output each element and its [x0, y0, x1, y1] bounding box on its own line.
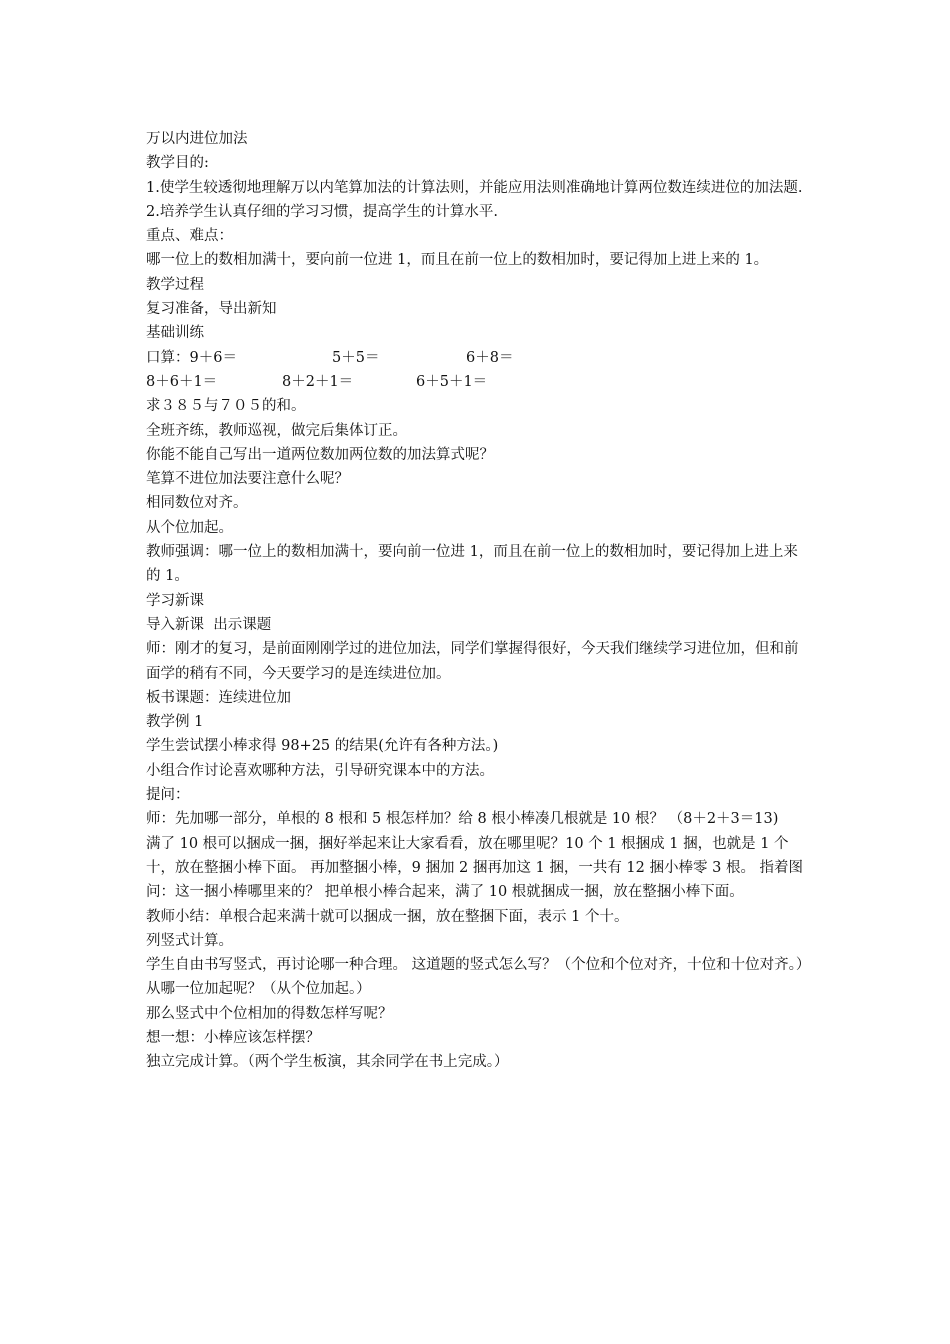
teacher-emphasis: 教师强调：哪一位上的数相加满十，要向前一位进 1，而且在前一位上的数相加时，要记得加上进上来的 1。 — [146, 544, 798, 585]
teacher-intro: 师：刚才的复习，是前面刚刚学过的进位加法，同学们掌握得很好，今天我们继续学习进位加，但和前面学的稍有不同，今天要学习的是连续进位加。 — [146, 641, 799, 682]
start-where: 从哪一位加起呢？（从个位加起。） — [146, 981, 371, 998]
oral-calc-row-2 — [146, 370, 810, 394]
answer-align: 相同数位对齐。 — [146, 495, 248, 512]
example-heading: 教学例 1 — [146, 714, 204, 731]
oral-item — [146, 346, 332, 370]
ask-heading: 提问： — [146, 787, 190, 804]
oral-expr: 9＋6＝ — [189, 349, 237, 366]
objective-1: 1.使学生较透彻地理解万以内笔算加法的计算法则，并能应用法则准确地计算两位数连续进位的加法题. — [146, 179, 803, 196]
question-write: 你能不能自己写出一道两位数加两位数的加法算式呢？ — [146, 446, 494, 463]
question-attention: 笔算不进位加法要注意什么呢？ — [146, 471, 349, 488]
sum-question: 求３８５与７０５的和。 — [146, 398, 306, 415]
intro-heading: 导入新课 出示课题 — [146, 616, 272, 633]
independent: 独立完成计算。（两个学生板演，其余同学在书上完成。） — [146, 1054, 509, 1071]
process-heading: 教学过程 — [146, 276, 204, 293]
oral-calc-row-1 — [146, 346, 810, 370]
free-write: 学生自由书写竖式，再讨论哪一种合理。 这道题的竖式怎么写？（个位和个位对齐，十位和十位对齐。） — [146, 957, 811, 974]
bundle-text: 满了 10 根可以捆成一捆，捆好举起来让大家看看，放在哪里呢？10 个 1 根捆成 1 捆，也就是 1 个十，放在整捆小棒下面。 再加整捆小棒，9 捆加 2 捆再加这 1 捆，一共有 12 捆小棒零 3 根。 指着图问：这一捆小棒哪里来的？ 把单根小棒合起来，满了 10 根就捆成一捆，放在整捆小棒下面。 — [146, 835, 804, 901]
key-points-heading: 重点、难点： — [146, 228, 233, 245]
teacher-question: 师：先加哪一部分，单根的 8 根和 5 根怎样加？给 8 根小棒凑几根就是 10 根？ （8＋2＋3＝13) — [146, 811, 779, 828]
oral-label: 口算： — [146, 349, 190, 366]
oral-expr: 8＋2＋1＝ — [282, 373, 354, 390]
class-practice: 全班齐练，教师巡视，做完后集体订正。 — [146, 422, 407, 439]
basic-training: 基础训练 — [146, 325, 204, 342]
teacher-summary: 教师小结：单根合起来满十就可以捆成一捆，放在整捆下面，表示 1 个十。 — [146, 908, 629, 925]
group-discuss: 小组合作讨论喜欢哪种方法，引导研究课本中的方法。 — [146, 762, 494, 779]
oral-expr: 6＋5＋1＝ — [416, 373, 488, 390]
how-write: 那么竖式中个位相加的得数怎样写呢？ — [146, 1005, 393, 1022]
key-points-text: 哪一位上的数相加满十，要向前一位进 1，而且在前一位上的数相加时，要记得加上进上来的 1。 — [146, 252, 769, 269]
think: 想一想：小棒应该怎样摆？ — [146, 1029, 320, 1046]
doc-title: 万以内进位加法 — [146, 131, 248, 147]
answer-ones: 从个位加起。 — [146, 519, 233, 536]
oral-expr: 8＋6＋1＝ — [146, 373, 218, 390]
new-lesson-heading: 学习新课 — [146, 592, 204, 609]
objective-heading: 教学目的: — [146, 155, 209, 172]
oral-expr: 5＋5＝ — [332, 349, 380, 366]
oral-expr: 6＋8＝ — [466, 349, 514, 366]
objective-2: 2.培养学生认真仔细的学习习惯，提高学生的计算水平. — [146, 203, 498, 220]
board-title: 板书课题：连续进位加 — [146, 689, 291, 706]
try-sticks: 学生尝试摆小棒求得 98+25 的结果(允许有各种方法。) — [146, 738, 499, 755]
document-body — [146, 127, 810, 1075]
review-heading: 复习准备，导出新知 — [146, 301, 277, 318]
vertical-calc: 列竖式计算。 — [146, 932, 233, 949]
